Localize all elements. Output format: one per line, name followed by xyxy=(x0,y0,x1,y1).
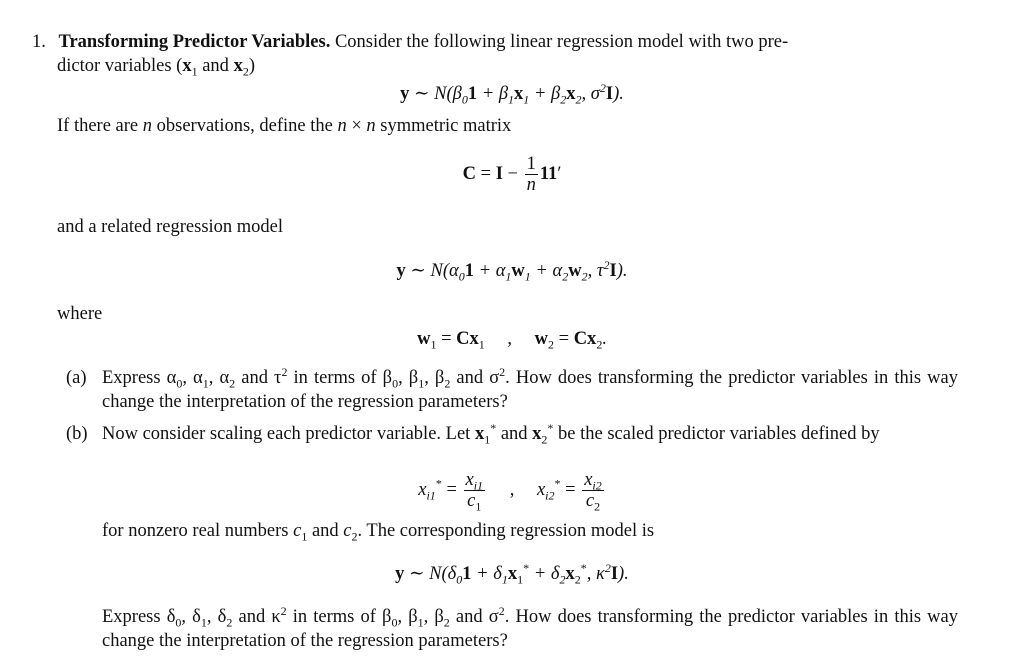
fraction-1-over-n: $\frac{1}{n}$ xyxy=(526,154,536,195)
w-definitions: $w_1 = Cx_1$ , $w_2 = Cx_2$. xyxy=(417,329,607,352)
part-b-text: Now consider scaling each predictor variable. Let $x_1^*$ and $x_2^*$ be the scaled predictor variables defined by xyxy=(102,420,880,447)
intro-line-2: dictor variables ($x_1$ and $x_2$) xyxy=(57,56,255,79)
express-delta-text: Express $\delta_0$, $\delta_1$, $\delta_2$ and $\kappa^2$ in terms of $\beta_0$, $\beta_1$, $\beta_2$ and $\sigma^2$. How does transforming the predictor variables in this way change the interpretation of the regression parameters? xyxy=(102,603,958,651)
model-equation-3: y ∼ $N(\delta_01 + \delta_1x_1^* + \delta_2x_2^*$, $\kappa^2I$). xyxy=(395,560,629,587)
where-text: where xyxy=(57,304,103,324)
problem-title: Transforming Predictor Variables. xyxy=(58,32,331,52)
fraction-xi2-over-c2: $\frac{x_{i2}}{c_2}$ xyxy=(584,470,602,514)
scaling-equations: $x_{i1}^*$ = $\frac{x_{i1}}{c_1}$ , $x_{i2}^*$ = $\frac{x_{i2}}{c_2}$ xyxy=(418,470,602,514)
part-a-label: (a) xyxy=(66,368,87,388)
nonzero-text: for nonzero real numbers $c_1$ and $c_2$. The corresponding regression model is xyxy=(102,521,655,544)
part-b-label: (b) xyxy=(66,424,88,444)
model-equation-2: y ∼ $N(\alpha_01 + \alpha_1w_1 + \alpha_2w_2$, $\tau^2I$). xyxy=(396,257,628,284)
intro-line-1: Consider the following linear regression model with two pre- xyxy=(334,32,789,52)
part-a-text: Express $\alpha_0$, $\alpha_1$, $\alpha_2$ and $\tau^2$ in terms of $\beta_0$, $\beta_1$, $\beta_2$ and $\sigma^2$. How does transforming the predictor variables in this way change the interpretation of the regression parameters? xyxy=(102,364,958,412)
n-obs-text: If there are n observations, define the n × n symmetric matrix xyxy=(57,116,512,136)
fraction-xi1-over-c1: $\frac{x_{i1}}{c_1}$ xyxy=(465,470,484,514)
model-equation-1: y ∼ $N(\beta_01 + \beta_1x_1 + \beta_2x_2$, $\sigma^2I$). xyxy=(400,80,624,107)
related-model-text: and a related regression model xyxy=(57,217,284,237)
c-matrix-equation: C = I − $\frac{1}{n}$ 11′ xyxy=(462,154,562,195)
problem-heading xyxy=(32,30,788,54)
problem-number: 1. xyxy=(32,32,46,52)
